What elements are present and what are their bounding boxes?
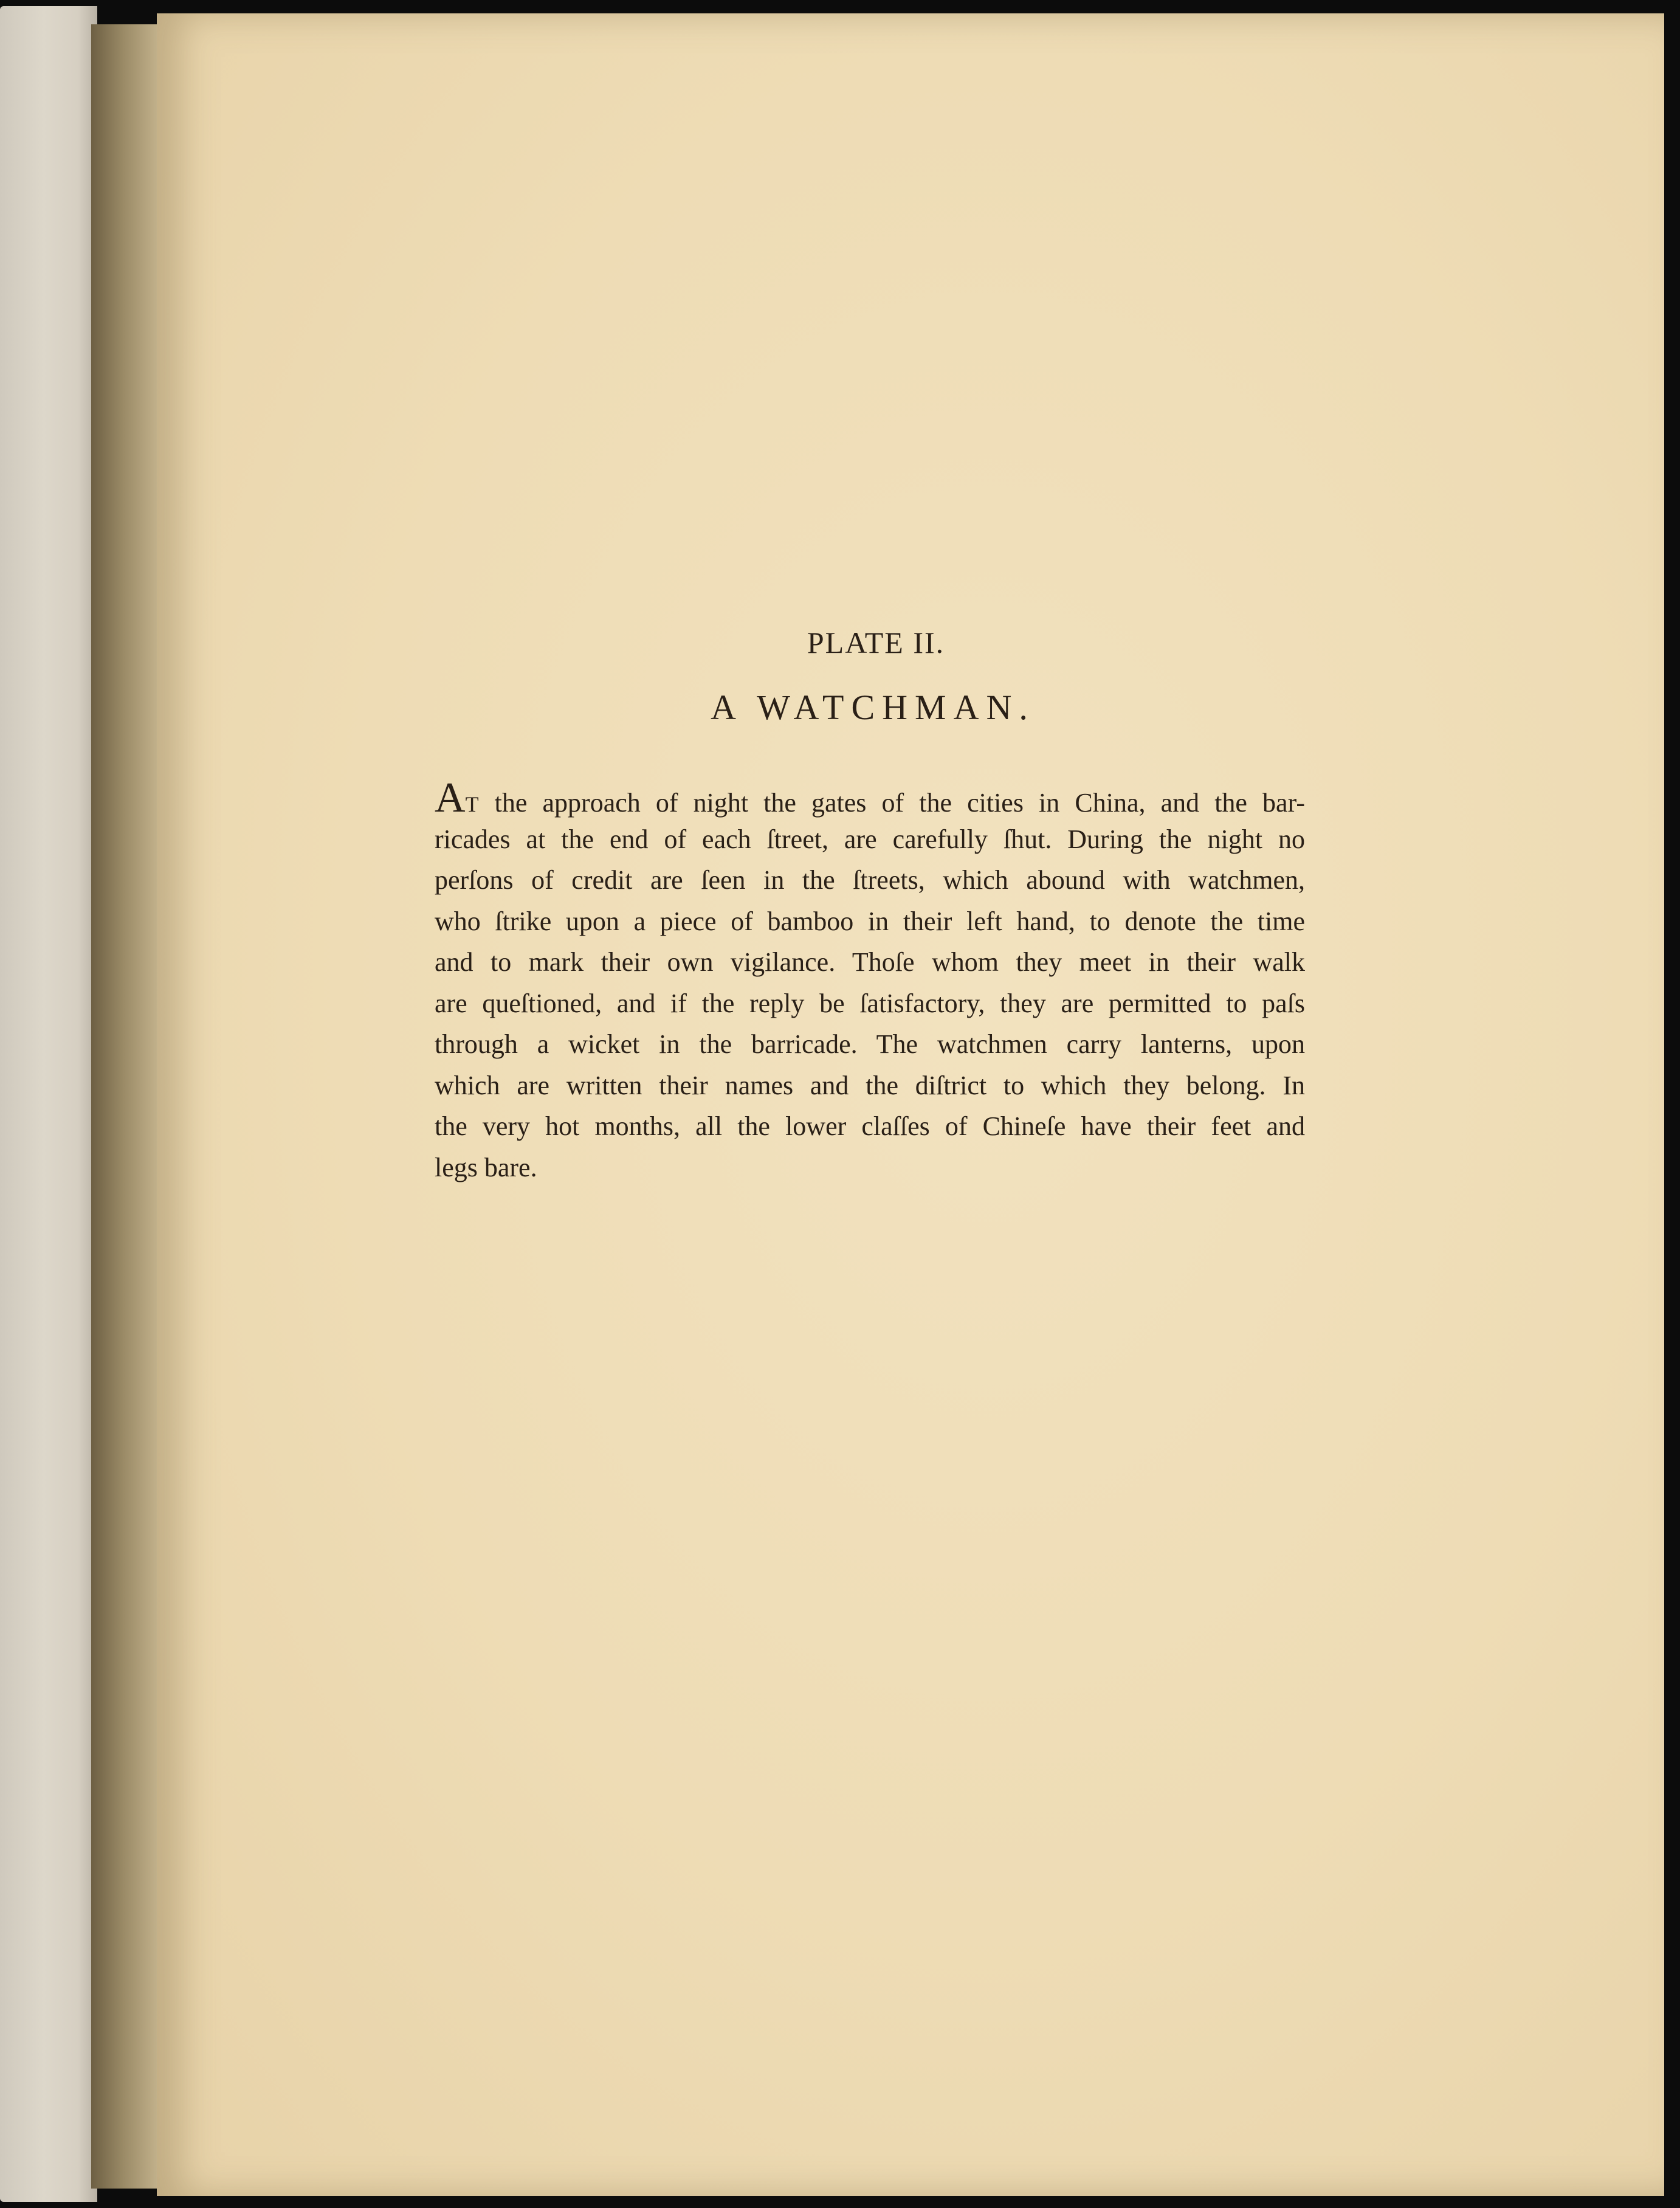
body-line-9: the very hot months, all the lower claſſes of Chineſe have their feet and <box>435 1111 1305 1141</box>
body-line-5: and to mark their own vigilance. Thoſe whom they meet in their walk <box>435 947 1305 977</box>
body-line-4: who ſtrike upon a piece of bamboo in their left hand, to denote the time <box>435 906 1305 936</box>
previous-page-edge <box>0 6 97 2202</box>
body-line-8: which are written their names and the diſtrict to which they belong. In <box>435 1070 1305 1100</box>
body-line-3: perſons of credit are ſeen in the ſtreets, which abound with watchmen, <box>435 865 1305 895</box>
body-text: the approach of night the gates of the cities in China, and the bar- <box>494 788 1305 818</box>
body-line-2: ricades at the end of each ſtreet, are carefully ſhut. During the night no <box>435 824 1305 854</box>
small-cap: T <box>465 792 480 816</box>
plate-number: PLATE II. <box>807 626 945 660</box>
body-line-7: through a wicket in the barricade. The watchmen carry lanterns, upon <box>435 1029 1305 1059</box>
plate-title: A WATCHMAN. <box>711 688 1035 727</box>
body-line-10: legs bare. <box>435 1152 537 1182</box>
body-line-6: are queſtioned, and if the reply be ſatisfactory, they are permitted to paſs <box>435 988 1305 1018</box>
body-line-1 <box>435 775 1305 821</box>
drop-cap: A <box>435 775 466 821</box>
page-text-block <box>435 625 1305 1188</box>
